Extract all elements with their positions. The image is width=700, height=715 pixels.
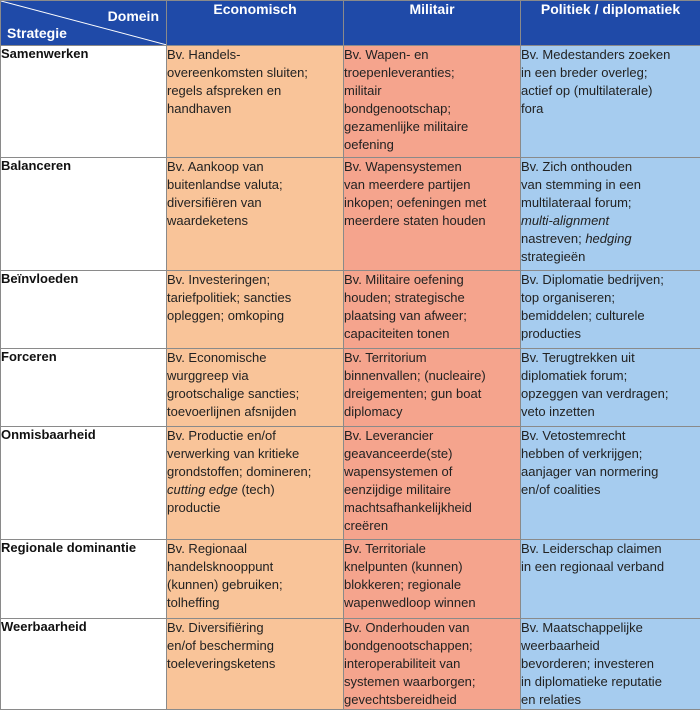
table-row-regionale-dominantie [1, 540, 700, 619]
cell-economisch: Bv. Handels- overeenkomsten sluiten; regels afspreken en handhaven [167, 46, 344, 158]
cell-economisch: Bv. Investeringen; tariefpolitiek; sancties opleggen; omkoping [167, 271, 344, 349]
domain-axis-label: Domein [107, 8, 159, 24]
cell-politiek: Bv. Zich onthouden van stemming in een multilateraal forum; multi-alignment nastreven; hedging strategieën [521, 158, 700, 271]
table-row-forceren [1, 349, 700, 427]
table-row-samenwerken [1, 46, 700, 158]
table-row-weerbaarheid [1, 619, 700, 710]
table-row-balanceren [1, 158, 700, 271]
cell-politiek: Bv. Leiderschap claimen in een regionaal verband [521, 540, 700, 619]
strategy-label: Balanceren [1, 158, 167, 271]
cell-militair: Bv. Wapen- en troepenleveranties; militair bondgenootschap; gezamenlijke militaire oefening [344, 46, 521, 158]
column-header-militair: Militair [344, 1, 521, 46]
cell-militair: Bv. Militaire oefening houden; strategische plaatsing van afweer; capaciteiten tonen [344, 271, 521, 349]
strategy-label: Regionale dominantie [1, 540, 167, 619]
table-row-beinvloeden [1, 271, 700, 349]
cell-politiek: Bv. Medestanders zoeken in een breder overleg; actief op (multilaterale) fora [521, 46, 700, 158]
cell-militair: Bv. Territoriale knelpunten (kunnen) blokkeren; regionale wapenwedloop winnen [344, 540, 521, 619]
cell-militair: Bv. Wapensystemen van meerdere partijen inkopen; oefeningen met meerdere staten houden [344, 158, 521, 271]
cell-economisch: Bv. Economische wurggreep via grootschalige sancties; toevoerlijnen afsnijden [167, 349, 344, 427]
strategy-label: Onmisbaarheid [1, 427, 167, 540]
table-row-onmisbaarheid [1, 427, 700, 540]
strategy-label: Weerbaarheid [1, 619, 167, 710]
cell-politiek: Bv. Maatschappelijke weerbaarheid bevorderen; investeren in diplomatieke reputatie en relaties [521, 619, 700, 710]
cell-militair: Bv. Territorium binnenvallen; (nucleaire) dreigementen; gun boat diplomacy [344, 349, 521, 427]
strategy-label: Samenwerken [1, 46, 167, 158]
cell-politiek: Bv. Vetostemrecht hebben of verkrijgen; aanjager van normering en/of coalities [521, 427, 700, 540]
cell-economisch: Bv. Productie en/of verwerking van kritieke grondstoffen; domineren; cutting edge (tech) productie [167, 427, 344, 540]
cell-militair: Bv. Leverancier geavanceerde(ste) wapensystemen of eenzijdige militaire machtsafhankelijkheid creëren [344, 427, 521, 540]
cell-economisch: Bv. Diversifiëring en/of bescherming toeleveringsketens [167, 619, 344, 710]
header-row [1, 1, 700, 46]
cell-politiek: Bv. Diplomatie bedrijven; top organiseren; bemiddelen; culturele producties [521, 271, 700, 349]
column-header-politiek: Politiek / diplomatiek [521, 1, 700, 46]
cell-economisch: Bv. Aankoop van buitenlandse valuta; diversifiëren van waardeketens [167, 158, 344, 271]
corner-header [1, 1, 167, 46]
cell-militair: Bv. Onderhouden van bondgenootschappen; interoperabiliteit van systemen waarborgen; gevechtsbereidheid [344, 619, 521, 710]
strategy-label: Beïnvloeden [1, 271, 167, 349]
cell-economisch: Bv. Regionaal handelsknooppunt (kunnen) gebruiken; tolheffing [167, 540, 344, 619]
cell-politiek: Bv. Terugtrekken uit diplomatiek forum; opzeggen van verdragen; veto inzetten [521, 349, 700, 427]
column-header-economisch: Economisch [167, 1, 344, 46]
strategy-axis-label: Strategie [7, 25, 67, 41]
strategy-label: Forceren [1, 349, 167, 427]
